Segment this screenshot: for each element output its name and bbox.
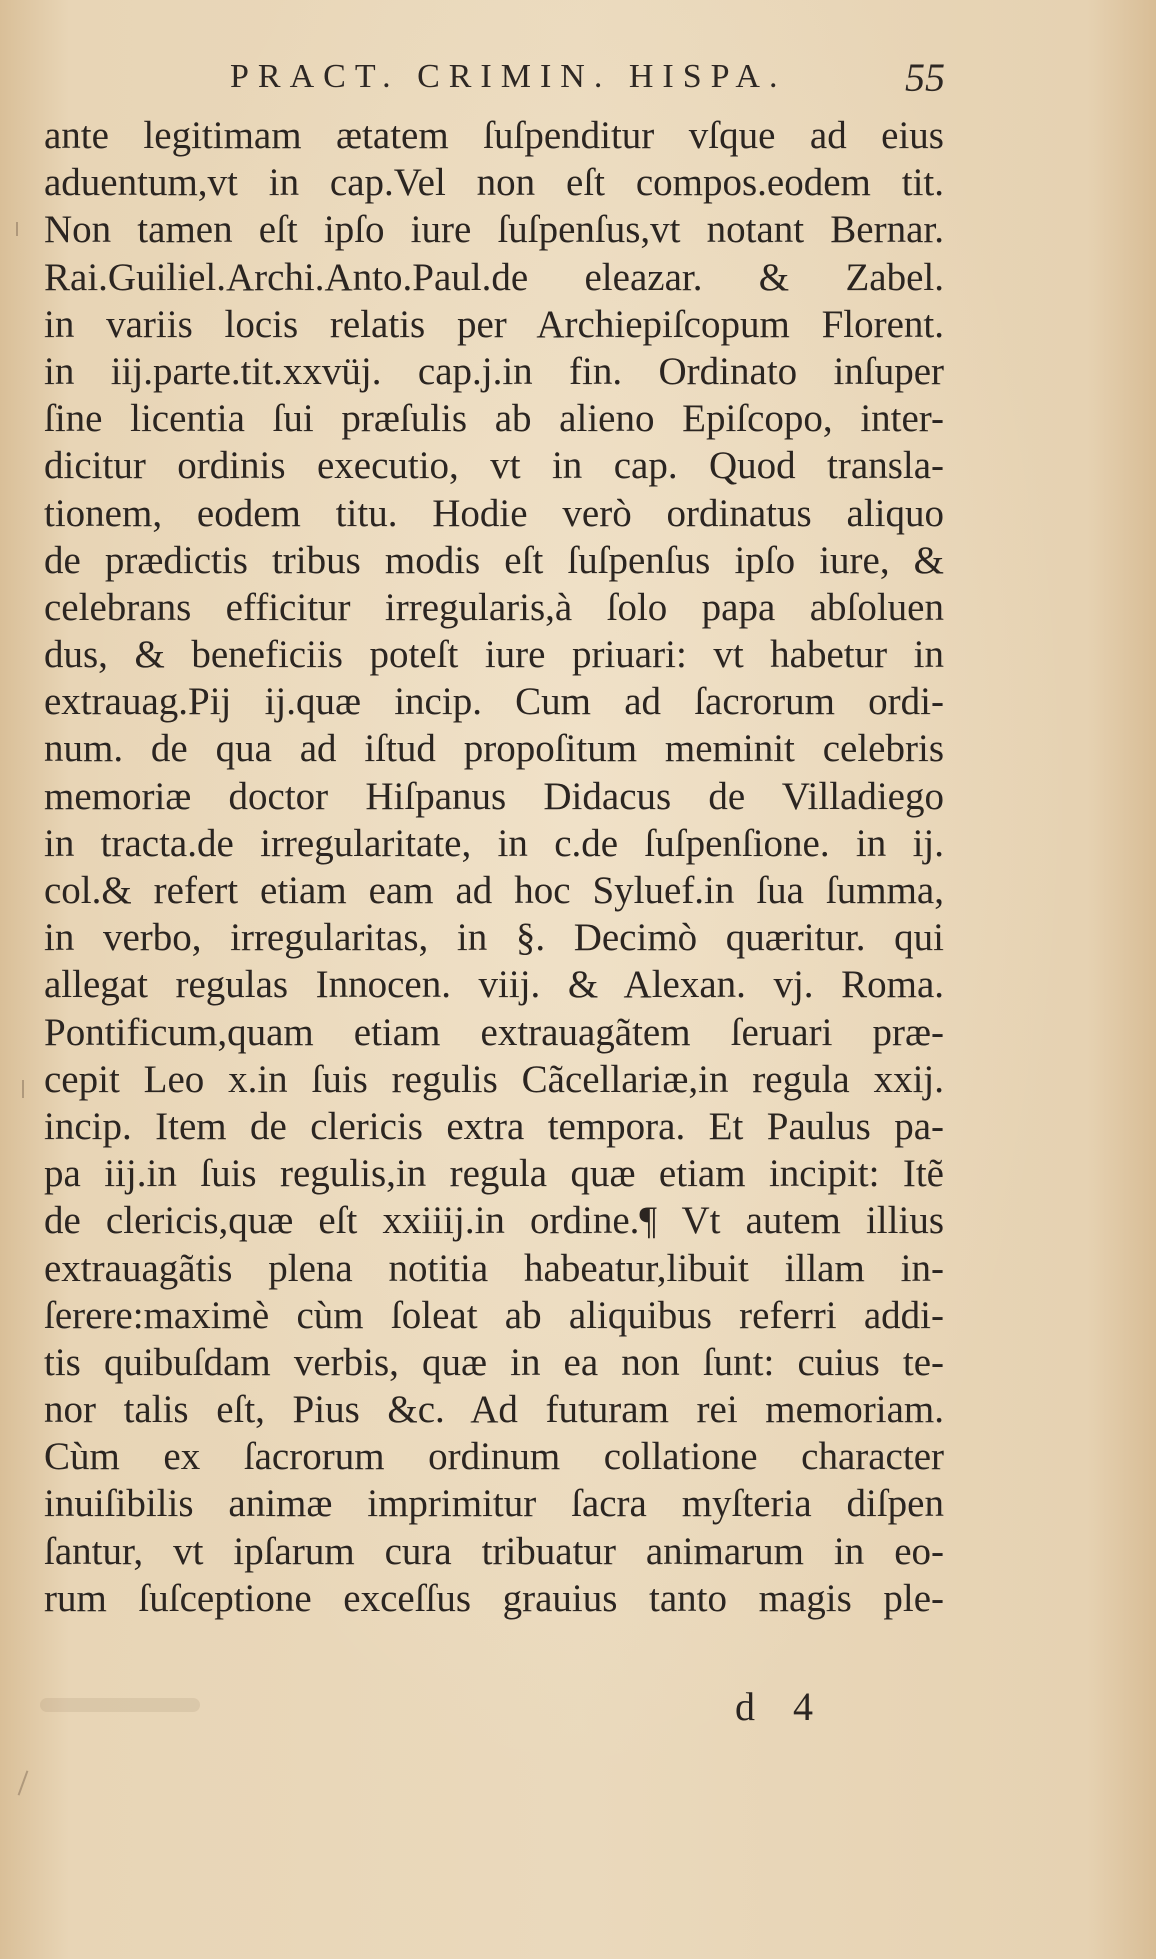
text-line: in tracta.de irregularitate, in c.de ſuſpenſione. in ij. xyxy=(44,821,944,865)
margin-mark xyxy=(18,1770,29,1795)
text-line: memoriæ doctor Hiſpanus Didacus de Villadiego xyxy=(44,774,944,818)
text-line: de prædictis tribus modis eſt ſuſpenſus ipſo iure, & xyxy=(44,538,944,582)
text-line: Rai.Guiliel.Archi.Anto.Paul.de eleazar. & Zabel. xyxy=(44,255,944,299)
signature-mark: d 4 xyxy=(735,1684,827,1729)
text-line: dus, & beneficiis poteſt iure priuari: vt habetur in xyxy=(44,633,944,677)
text-line: cepit Leo x.in ſuis regulis Cãcellariæ,in regula xxij. xyxy=(44,1057,944,1101)
text-line: ante legitimam ætatem ſuſpenditur vſque ad eius xyxy=(44,114,944,157)
text-line: allegat regulas Innocen. viij. & Alexan. vj. Roma. xyxy=(44,963,944,1007)
text-line: inuiſibilis animæ imprimitur ſacra myſteria diſpen xyxy=(44,1482,944,1526)
text-line: in iij.parte.tit.xxvüj. cap.j.in fin. Ordinato inſuper xyxy=(44,349,944,393)
text-line: tis quibuſdam verbis, quæ in ea non ſunt: cuius te- xyxy=(44,1340,944,1384)
text-line: nor talis eſt, Pius &c. Ad futuram rei memoriam. xyxy=(44,1388,944,1432)
running-head: PRACT. CRIMIN. HISPA. xyxy=(230,58,787,95)
text-line: in variis locis relatis per Archiepiſcopum Florent. xyxy=(44,302,944,346)
folio-number: 55 xyxy=(905,55,945,100)
text-line: celebrans efficitur irregularis,à ſolo papa abſoluen xyxy=(44,585,944,629)
text-line: extrauagãtis plena notitia habeatur,libuit illam in- xyxy=(44,1246,944,1290)
text-line: incip. Item de clericis extra tempora. Et Paulus pa- xyxy=(44,1104,944,1148)
text-line: ſantur, vt ipſarum cura tribuatur animarum in eo- xyxy=(44,1529,944,1573)
text-line: in verbo, irregularitas, in §. Decimò quæritur. qui xyxy=(44,916,944,960)
text-line: ſine licentia ſui præſulis ab alieno Epiſcopo, inter- xyxy=(44,397,944,441)
margin-mark xyxy=(16,222,18,236)
ink-smudge xyxy=(40,1698,200,1712)
text-line: pa iij.in ſuis regulis,in regula quæ etiam incipit: Itẽ xyxy=(44,1152,944,1196)
text-line: Non tamen eſt ipſo iure ſuſpenſus,vt notant Bernar. xyxy=(44,208,944,252)
text-line: aduentum,vt in cap.Vel non eſt compos.eodem tit. xyxy=(44,161,944,205)
text-line: col.& refert etiam eam ad hoc Syluef.in ſua ſumma, xyxy=(44,869,944,912)
text-line: rum ſuſceptione exceſſus grauius tanto magis ple- xyxy=(44,1576,944,1620)
text-line: de clericis,quæ eſt xxiiij.in ordine.¶ Vt autem illius xyxy=(44,1199,944,1243)
text-line: ſerere:maximè cùm ſoleat ab aliquibus referri addi- xyxy=(44,1293,944,1337)
body-text xyxy=(44,112,944,1622)
text-line: tionem, eodem titu. Hodie verò ordinatus aliquo xyxy=(44,491,944,535)
text-line: extrauag.Pij ij.quæ incip. Cum ad ſacrorum ordi- xyxy=(44,680,944,724)
margin-mark xyxy=(22,1080,24,1098)
text-line: num. de qua ad iſtud propoſitum meminit celebris xyxy=(44,727,944,771)
text-line: Cùm ex ſacrorum ordinum collatione character xyxy=(44,1435,944,1479)
text-line: Pontificum,quam etiam extrauagãtem ſeruari præ- xyxy=(44,1010,944,1054)
text-line: dicitur ordinis executio, vt in cap. Quod transla- xyxy=(44,444,944,488)
